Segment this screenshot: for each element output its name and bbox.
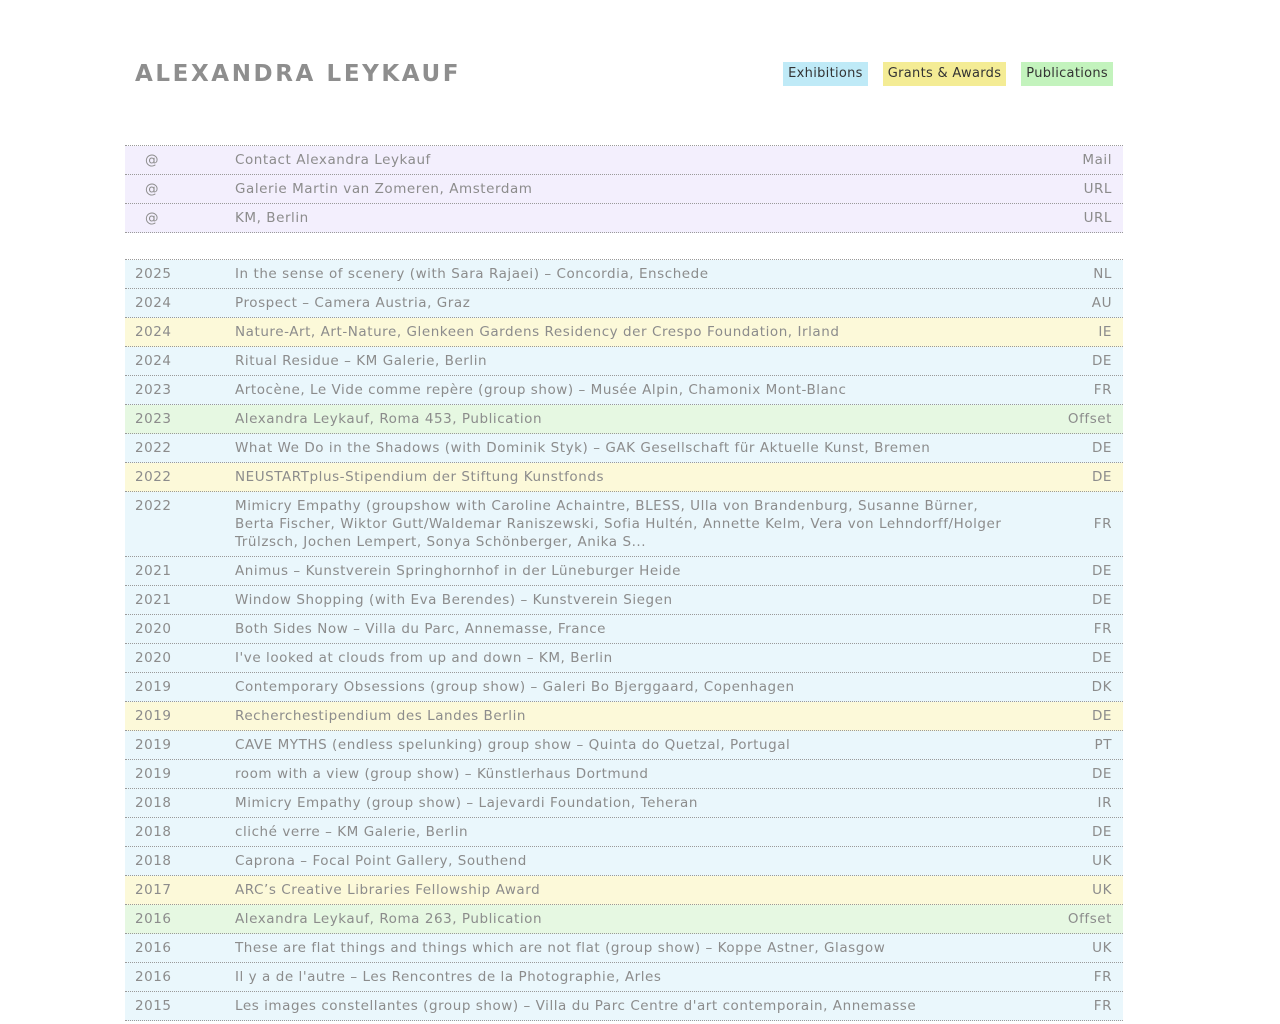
- entry-row[interactable]: [125, 876, 1123, 905]
- entry-row[interactable]: [125, 463, 1123, 492]
- entry-tag: DK: [1091, 679, 1112, 695]
- entry-row[interactable]: [125, 760, 1123, 789]
- link-type: URL: [1083, 210, 1112, 226]
- entry-title[interactable]: Animus – Kunstverein Springhornhof in der Lüneburger Heide: [235, 563, 681, 579]
- entry-row[interactable]: [125, 492, 1123, 557]
- entry-year: 2024: [135, 324, 172, 340]
- entry-tag: IR: [1097, 795, 1112, 811]
- entry-tag: FR: [1093, 382, 1112, 398]
- entry-year: 2016: [135, 911, 172, 927]
- entry-row[interactable]: [125, 405, 1123, 434]
- entry-tag: UK: [1092, 940, 1112, 956]
- entry-tag: FR: [1093, 516, 1112, 532]
- entry-year: 2019: [135, 766, 172, 782]
- link-type: Mail: [1082, 152, 1112, 168]
- entry-year: 2020: [135, 621, 172, 637]
- entry-row[interactable]: [125, 905, 1123, 934]
- entry-tag: DE: [1091, 650, 1112, 666]
- entry-tag: FR: [1093, 998, 1112, 1014]
- entry-year: 2018: [135, 795, 172, 811]
- entry-year: 2021: [135, 592, 172, 608]
- filter-publications-button[interactable]: Publications: [1021, 62, 1113, 86]
- entry-row[interactable]: [125, 934, 1123, 963]
- entry-title[interactable]: What We Do in the Shadows (with Dominik Styk) – GAK Gesellschaft für Aktuelle Kunst, Bremen: [235, 440, 931, 456]
- entry-year: 2017: [135, 882, 172, 898]
- entry-row[interactable]: [125, 586, 1123, 615]
- links-list: [125, 145, 1123, 233]
- entry-row[interactable]: [125, 847, 1123, 876]
- entry-tag: DE: [1091, 824, 1112, 840]
- entry-year: 2019: [135, 708, 172, 724]
- entry-year: 2021: [135, 563, 172, 579]
- filter-nav: [783, 62, 1113, 86]
- entry-tag: UK: [1092, 882, 1112, 898]
- entry-title[interactable]: Alexandra Leykauf, Roma 263, Publication: [235, 911, 543, 927]
- link-row[interactable]: [125, 146, 1123, 175]
- entry-year: 2015: [135, 998, 172, 1014]
- filter-exhibitions-button[interactable]: Exhibitions: [783, 62, 868, 86]
- entry-year: 2025: [135, 266, 172, 282]
- entry-row[interactable]: [125, 673, 1123, 702]
- entry-title[interactable]: Il y a de l'autre – Les Rencontres de la Photographie, Arles: [235, 969, 662, 985]
- entry-tag: AU: [1091, 295, 1112, 311]
- entry-tag: IE: [1098, 324, 1112, 340]
- entry-title[interactable]: Nature-Art, Art-Nature, Glenkeen Gardens Residency der Crespo Foundation, Irland: [235, 324, 840, 340]
- entry-tag: DE: [1091, 469, 1112, 485]
- entry-title[interactable]: Contemporary Obsessions (group show) – Galeri Bo Bjerggaard, Copenhagen: [235, 679, 795, 695]
- link-title[interactable]: KM, Berlin: [235, 210, 309, 226]
- entry-title[interactable]: Window Shopping (with Eva Berendes) – Kunstverein Siegen: [235, 592, 673, 608]
- entry-row[interactable]: [125, 557, 1123, 586]
- entry-title[interactable]: Alexandra Leykauf, Roma 453, Publication: [235, 411, 543, 427]
- site-header: [0, 0, 1280, 130]
- entry-year: 2024: [135, 353, 172, 369]
- link-symbol: @: [145, 210, 160, 226]
- entry-row[interactable]: [125, 731, 1123, 760]
- entry-title[interactable]: cliché verre – KM Galerie, Berlin: [235, 824, 469, 840]
- entry-tag: DE: [1091, 708, 1112, 724]
- link-symbol: @: [145, 152, 160, 168]
- entry-row[interactable]: [125, 789, 1123, 818]
- main-content: [125, 145, 1123, 1021]
- site-title[interactable]: ALEXANDRA LEYKAUF: [135, 61, 462, 87]
- entry-year: 2024: [135, 295, 172, 311]
- entry-tag: FR: [1093, 969, 1112, 985]
- entry-title[interactable]: room with a view (group show) – Künstlerhaus Dortmund: [235, 766, 649, 782]
- link-symbol: @: [145, 181, 160, 197]
- entry-year: 2020: [135, 650, 172, 666]
- entry-title[interactable]: In the sense of scenery (with Sara Rajaei) – Concordia, Enschede: [235, 266, 709, 282]
- entry-tag: DE: [1091, 592, 1112, 608]
- entry-title[interactable]: Ritual Residue – KM Galerie, Berlin: [235, 353, 488, 369]
- entry-tag: DE: [1091, 353, 1112, 369]
- entries-list: [125, 259, 1123, 1021]
- entry-title[interactable]: Both Sides Now – Villa du Parc, Annemasse, France: [235, 621, 607, 637]
- entry-row[interactable]: [125, 615, 1123, 644]
- entry-title[interactable]: I've looked at clouds from up and down – KM, Berlin: [235, 650, 613, 666]
- entry-tag: PT: [1094, 737, 1112, 753]
- entry-row[interactable]: [125, 260, 1123, 289]
- link-row[interactable]: [125, 204, 1123, 233]
- entry-row[interactable]: [125, 347, 1123, 376]
- entry-title[interactable]: Prospect – Camera Austria, Graz: [235, 295, 471, 311]
- filter-grants-awards-button[interactable]: Grants & Awards: [883, 62, 1007, 86]
- entry-title[interactable]: CAVE MYTHS (endless spelunking) group show – Quinta do Quetzal, Portugal: [235, 737, 791, 753]
- entry-tag: DE: [1091, 440, 1112, 456]
- entry-row[interactable]: [125, 818, 1123, 847]
- entry-tag: Offset: [1067, 411, 1112, 427]
- entry-title[interactable]: Mimicry Empathy (group show) – Lajevardi Foundation, Teheran: [235, 795, 698, 811]
- link-row[interactable]: [125, 175, 1123, 204]
- entry-year: 2019: [135, 679, 172, 695]
- entry-row[interactable]: [125, 992, 1123, 1021]
- entry-tag: NL: [1093, 266, 1112, 282]
- entry-title[interactable]: These are flat things and things which are not flat (group show) – Koppe Astner, Glasgow: [235, 940, 886, 956]
- entry-year: 2023: [135, 382, 172, 398]
- entry-year: 2018: [135, 853, 172, 869]
- entry-year: 2022: [135, 440, 172, 456]
- entry-year: 2019: [135, 737, 172, 753]
- entry-tag: UK: [1092, 853, 1112, 869]
- entry-row[interactable]: [125, 702, 1123, 731]
- entry-year: 2023: [135, 411, 172, 427]
- entry-tag: DE: [1091, 766, 1112, 782]
- entry-row[interactable]: [125, 434, 1123, 463]
- entry-row[interactable]: [125, 963, 1123, 992]
- entry-year: 2018: [135, 824, 172, 840]
- entry-title[interactable]: NEUSTARTplus-Stipendium der Stiftung Kunstfonds: [235, 469, 605, 485]
- entry-year: 2022: [135, 469, 172, 485]
- entry-row[interactable]: [125, 318, 1123, 347]
- entry-tag: FR: [1093, 621, 1112, 637]
- entry-year: 2022: [135, 498, 172, 514]
- entry-title[interactable]: Caprona – Focal Point Gallery, Southend: [235, 853, 527, 869]
- entry-tag: Offset: [1067, 911, 1112, 927]
- entry-title[interactable]: ARC’s Creative Libraries Fellowship Award: [235, 882, 541, 898]
- link-type: URL: [1083, 181, 1112, 197]
- entry-tag: DE: [1091, 563, 1112, 579]
- entry-row[interactable]: [125, 376, 1123, 405]
- entry-row[interactable]: [125, 289, 1123, 318]
- link-title[interactable]: Galerie Martin van Zomeren, Amsterdam: [235, 181, 533, 197]
- entry-title[interactable]: Recherchestipendium des Landes Berlin: [235, 708, 527, 724]
- entry-year: 2016: [135, 969, 172, 985]
- entry-row[interactable]: [125, 644, 1123, 673]
- entry-title[interactable]: Artocène, Le Vide comme repère (group show) – Musée Alpin, Chamonix Mont-Blanc: [235, 382, 847, 398]
- entry-year: 2016: [135, 940, 172, 956]
- link-title[interactable]: Contact Alexandra Leykauf: [235, 152, 431, 168]
- entry-title[interactable]: Les images constellantes (group show) – Villa du Parc Centre d'art contemporain, Annemasse: [235, 998, 917, 1014]
- entry-title[interactable]: Mimicry Empathy (groupshow with Caroline Achaintre, BLESS, Ulla von Brandenburg, Susanne Bürner, Berta Fischer, Wiktor Gutt/Waldemar Raniszewski, Sofia Hultén, Annette Kelm, Vera von Lehndorff/Holger Trülzsch, Jochen Lempert, Sonya Schönberger, Anika S...: [235, 498, 1002, 550]
